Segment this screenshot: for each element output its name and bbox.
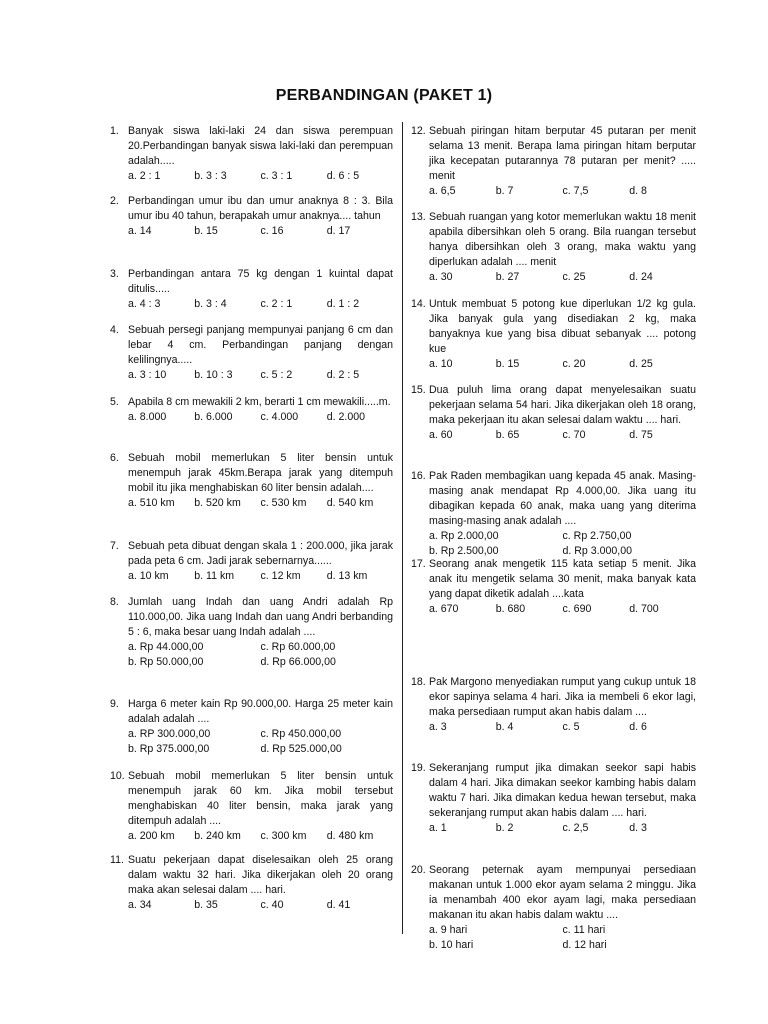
answer-options <box>128 898 393 913</box>
answer-option: c. 70 <box>562 429 586 441</box>
question-item <box>411 863 696 953</box>
answer-options <box>128 640 393 670</box>
answer-option: b. 11 km <box>194 570 235 582</box>
answer-options <box>128 297 393 312</box>
answer-option: c. 25 <box>562 271 586 283</box>
question-text: Sebuah ruangan yang kotor memerlukan waktu 18 menit apabila dibersihkan oleh 5 orang. Bila ruangan tersebut hanya dibersihkan oleh 3 orang, maka waktu yang diperlukan adalah .... menit <box>429 211 696 268</box>
answer-option: d. 2 : 5 <box>326 369 360 381</box>
question-item <box>411 469 696 559</box>
answer-options <box>128 829 393 844</box>
answer-option: a. 2 : 1 <box>128 170 161 182</box>
answer-option: d. Rp 66.000,00 <box>260 656 336 668</box>
question-text: Sebuah mobil memerlukan 5 liter bensin untuk menempuh jarak 60 km. Jika mobil tersebut menghabiskan 40 liter bensin, maka jarak yang ditempuh adalah .... <box>128 770 393 827</box>
answer-options <box>429 602 696 617</box>
answer-options <box>128 569 393 584</box>
question-number: 4. <box>110 324 119 336</box>
question-text: Apabila 8 cm mewakili 2 km, berarti 1 cm mewakili.....m. <box>128 396 391 408</box>
answer-option: a. 10 km <box>128 570 169 582</box>
answer-options <box>128 410 393 425</box>
question-number: 20. <box>411 864 426 876</box>
answer-option: d. 1 : 2 <box>326 298 360 310</box>
answer-option: b. Rp 375.000,00 <box>128 743 210 755</box>
question-text: Harga 6 meter kain Rp 90.000,00. Harga 25 meter kain adalah adalah .... <box>128 698 393 725</box>
answer-option: d. Rp 525.000,00 <box>260 743 342 755</box>
answer-option: d. 8 <box>629 185 647 197</box>
question-item <box>110 323 393 383</box>
answer-option: d. 6 : 5 <box>326 170 360 182</box>
answer-option: a. 3 <box>429 721 447 733</box>
question-item <box>110 267 393 312</box>
answer-options <box>429 923 696 953</box>
question-number: 12. <box>411 125 426 137</box>
answer-option: a. Rp 2.000,00 <box>429 530 499 542</box>
answer-option: c. 2 : 1 <box>260 298 293 310</box>
answer-option: d. 12 hari <box>562 939 607 951</box>
answer-option: d. 75 <box>629 429 653 441</box>
answer-option: b. 15 <box>194 225 218 237</box>
question-item <box>110 451 393 511</box>
answer-option: d. 2.000 <box>326 411 366 423</box>
answer-option: b. Rp 50.000,00 <box>128 656 204 668</box>
answer-option: c. 5 <box>562 721 580 733</box>
answer-option: d. 41 <box>326 899 351 911</box>
question-item <box>411 297 696 372</box>
question-text: Sebuah peta dibuat dengan skala 1 : 200.000, jika jarak pada peta 6 cm. Jadi jarak sebernarnya...... <box>128 540 393 567</box>
question-number: 5. <box>110 396 119 408</box>
question-text: Seorang peternak ayam mempunyai persediaan makanan untuk 1.000 ekor ayam selama 2 minggu. Jika ia menambah 400 ekor ayam lagi, maka persediaan makanan itu akan habis dalam waktu .... <box>429 864 696 921</box>
answer-option: b. 240 km <box>194 830 241 842</box>
question-number: 6. <box>110 452 119 464</box>
answer-option: a. 3 : 10 <box>128 369 167 381</box>
page-title: PERBANDINGAN (PAKET 1) <box>275 87 493 104</box>
answer-option: c. 530 km <box>260 497 307 509</box>
answer-options <box>128 169 393 184</box>
question-text: Sebuah piringan hitam berputar 45 putaran per menit selama 13 menit. Berapa lama piringan hitam berputar jika kecepatan putarannya 78 putaran per menit? ..... menit <box>429 125 696 182</box>
answer-option: b. 15 <box>495 358 520 370</box>
answer-option: b. 4 <box>495 721 514 733</box>
question-item <box>110 697 393 757</box>
answer-option: b. 3 : 3 <box>194 170 227 182</box>
answer-option: d. 700 <box>629 603 659 615</box>
answer-option: b. 10 hari <box>429 939 474 951</box>
answer-option: c. 5 : 2 <box>260 369 293 381</box>
question-item <box>110 194 393 239</box>
answer-option: b. 35 <box>194 899 218 911</box>
question-item <box>411 383 696 443</box>
answer-option: c. 7,5 <box>562 185 589 197</box>
question-number: 3. <box>110 268 119 280</box>
answer-options <box>429 529 696 559</box>
question-text: Sebuah mobil memerlukan 5 liter bensin untuk menempuh jarak 45km.Berapa jarak yang ditempuh mobil itu jika menghabiskan 60 liter bensin adalah.... <box>128 452 393 494</box>
answer-option: a. RP 300.000,00 <box>128 728 211 740</box>
answer-option: a. 1 <box>429 822 447 834</box>
answer-option: d. Rp 3.000,00 <box>562 545 633 557</box>
answer-options <box>128 224 393 239</box>
question-item <box>411 210 696 285</box>
question-number: 1. <box>110 125 119 137</box>
question-number: 7. <box>110 540 119 552</box>
answer-option: d. 17 <box>326 225 351 237</box>
answer-option: a. 9 hari <box>429 924 468 936</box>
question-text: Pak Raden membagikan uang kepada 45 anak. Masing-masing anak mendapat Rp 4.000,00. Jika uang itu dibagikan kepada 60 anak, maka uang yang diterima masing-masing anak adalah .... <box>429 470 696 527</box>
answer-option: b. 680 <box>495 603 526 615</box>
answer-option: d. 540 km <box>326 497 374 509</box>
question-number: 15. <box>411 384 426 396</box>
question-item <box>110 595 393 670</box>
answer-option: c. 690 <box>562 603 592 615</box>
question-number: 8. <box>110 596 119 608</box>
answer-option: d. 3 <box>629 822 647 834</box>
answer-option: c. Rp 2.750,00 <box>562 530 632 542</box>
answer-options <box>429 720 696 735</box>
question-number: 10. <box>110 770 125 782</box>
answer-option: b. 3 : 4 <box>194 298 227 310</box>
question-number: 2. <box>110 195 119 207</box>
answer-option: d. 24 <box>629 271 653 283</box>
answer-option: c. 11 hari <box>562 924 606 936</box>
question-number: 14. <box>411 298 426 310</box>
answer-option: c. Rp 60.000,00 <box>260 641 336 653</box>
column-divider <box>402 122 403 934</box>
answer-options <box>429 270 696 285</box>
answer-option: c. 40 <box>260 899 284 911</box>
question-text: Jumlah uang Indah dan uang Andri adalah Rp 110.000,00. Jika uang Indah dan uang Andri berbanding 5 : 6, maka besar uang Indah adalah .... <box>128 596 393 638</box>
question-text: Suatu pekerjaan dapat diselesaikan oleh 25 orang dalam waktu 32 hari. Jika dikerjakan oleh 20 orang maka akan selesai dalam .... hari. <box>128 854 393 896</box>
answer-option: b. 27 <box>495 271 520 283</box>
question-number: 9. <box>110 698 119 710</box>
answer-option: d. 6 <box>629 721 647 733</box>
answer-options <box>128 496 393 511</box>
answer-options <box>429 428 696 443</box>
answer-option: d. 480 km <box>326 830 374 842</box>
answer-option: d. 13 km <box>326 570 368 582</box>
answer-option: a. 200 km <box>128 830 175 842</box>
question-text: Untuk membuat 5 potong kue diperlukan 1/2 kg gula. Jika banyak gula yang disediakan 2 kg, maka banyaknya kue yang bisa dibuat sebanyak .... potong kue <box>429 298 696 355</box>
answer-option: a. 30 <box>429 271 453 283</box>
question-text: Dua puluh lima orang dapat menyelesaikan suatu pekerjaan selama 54 hari. Jika dikerjakan oleh 18 orang, maka pekerjaan itu akan selesai dalam waktu .... hari. <box>429 384 696 426</box>
question-item <box>110 124 393 184</box>
question-item <box>411 124 696 199</box>
answer-option: c. Rp 450.000,00 <box>260 728 342 740</box>
answer-option: a. 4 : 3 <box>128 298 161 310</box>
answer-option: a. 60 <box>429 429 453 441</box>
question-number: 13. <box>411 211 426 223</box>
answer-option: a. 670 <box>429 603 459 615</box>
question-number: 16. <box>411 470 426 482</box>
answer-option: d. 25 <box>629 358 653 370</box>
question-text: Sekeranjang rumput jika dimakan seekor sapi habis dalam 4 hari. Jika dimakan seekor kambing habis dalam waktu 7 hari. Jika dimakan kedua hewan tersebut, maka sekeranjang rumput akan habis dalam .... hari. <box>429 762 696 819</box>
question-item <box>110 395 393 425</box>
question-number: 17. <box>411 558 426 570</box>
answer-option: a. 8.000 <box>128 411 167 423</box>
answer-option: a. 14 <box>128 225 152 237</box>
answer-option: b. 520 km <box>194 497 241 509</box>
question-number: 19. <box>411 762 426 774</box>
answer-option: b. 2 <box>495 822 514 834</box>
question-text: Perbandingan umur ibu dan umur anaknya 8 : 3. Bila umur ibu 40 tahun, berapakah umur anaknya.... tahun <box>128 195 393 222</box>
answer-option: a. 34 <box>128 899 152 911</box>
answer-option: c. 20 <box>562 358 586 370</box>
question-item <box>110 539 393 584</box>
answer-option: b. 10 : 3 <box>194 369 233 381</box>
answer-option: c. 2,5 <box>562 822 589 834</box>
answer-option: c. 300 km <box>260 830 307 842</box>
question-text: Seorang anak mengetik 115 kata setiap 5 menit. Jika anak itu mengetik selama 30 menit, maka banyak kata yang dapat diketik adalah ....kata <box>429 558 696 600</box>
answer-option: a. 10 <box>429 358 453 370</box>
answer-options <box>429 357 696 372</box>
question-item <box>411 557 696 617</box>
answer-option: b. Rp 2.500,00 <box>429 545 499 557</box>
answer-option: c. 16 <box>260 225 284 237</box>
question-item <box>110 853 393 913</box>
answer-options <box>128 727 393 757</box>
question-text: Sebuah persegi panjang mempunyai panjang 6 cm dan lebar 4 cm. Perbandingan panjang dengan kelilingnya..... <box>128 324 393 366</box>
question-item <box>110 769 393 844</box>
question-item <box>411 761 696 836</box>
answer-option: b. 65 <box>495 429 520 441</box>
answer-option: a. 6,5 <box>429 185 456 197</box>
question-text: Perbandingan antara 75 kg dengan 1 kuintal dapat ditulis..... <box>128 268 393 295</box>
answer-option: c. 12 km <box>260 570 301 582</box>
question-text: Banyak siswa laki-laki 24 dan siswa perempuan 20.Perbandingan banyak siswa laki-laki dan perempuan adalah..... <box>128 125 393 167</box>
question-item <box>411 675 696 735</box>
answer-option: b. 7 <box>495 185 514 197</box>
question-number: 11. <box>110 854 124 866</box>
question-text: Pak Margono menyediakan rumput yang cukup untuk 18 ekor sapinya selama 4 hari. Jika ia membeli 6 ekor lagi, maka persediaan rumput akan habis dalam .... <box>429 676 696 718</box>
answer-option: b. 6.000 <box>194 411 233 423</box>
answer-option: c. 3 : 1 <box>260 170 293 182</box>
question-number: 18. <box>411 676 426 688</box>
answer-options <box>429 821 696 836</box>
answer-option: a. 510 km <box>128 497 175 509</box>
answer-options <box>429 184 696 199</box>
answer-options <box>128 368 393 383</box>
answer-option: c. 4.000 <box>260 411 299 423</box>
answer-option: a. Rp 44.000,00 <box>128 641 204 653</box>
